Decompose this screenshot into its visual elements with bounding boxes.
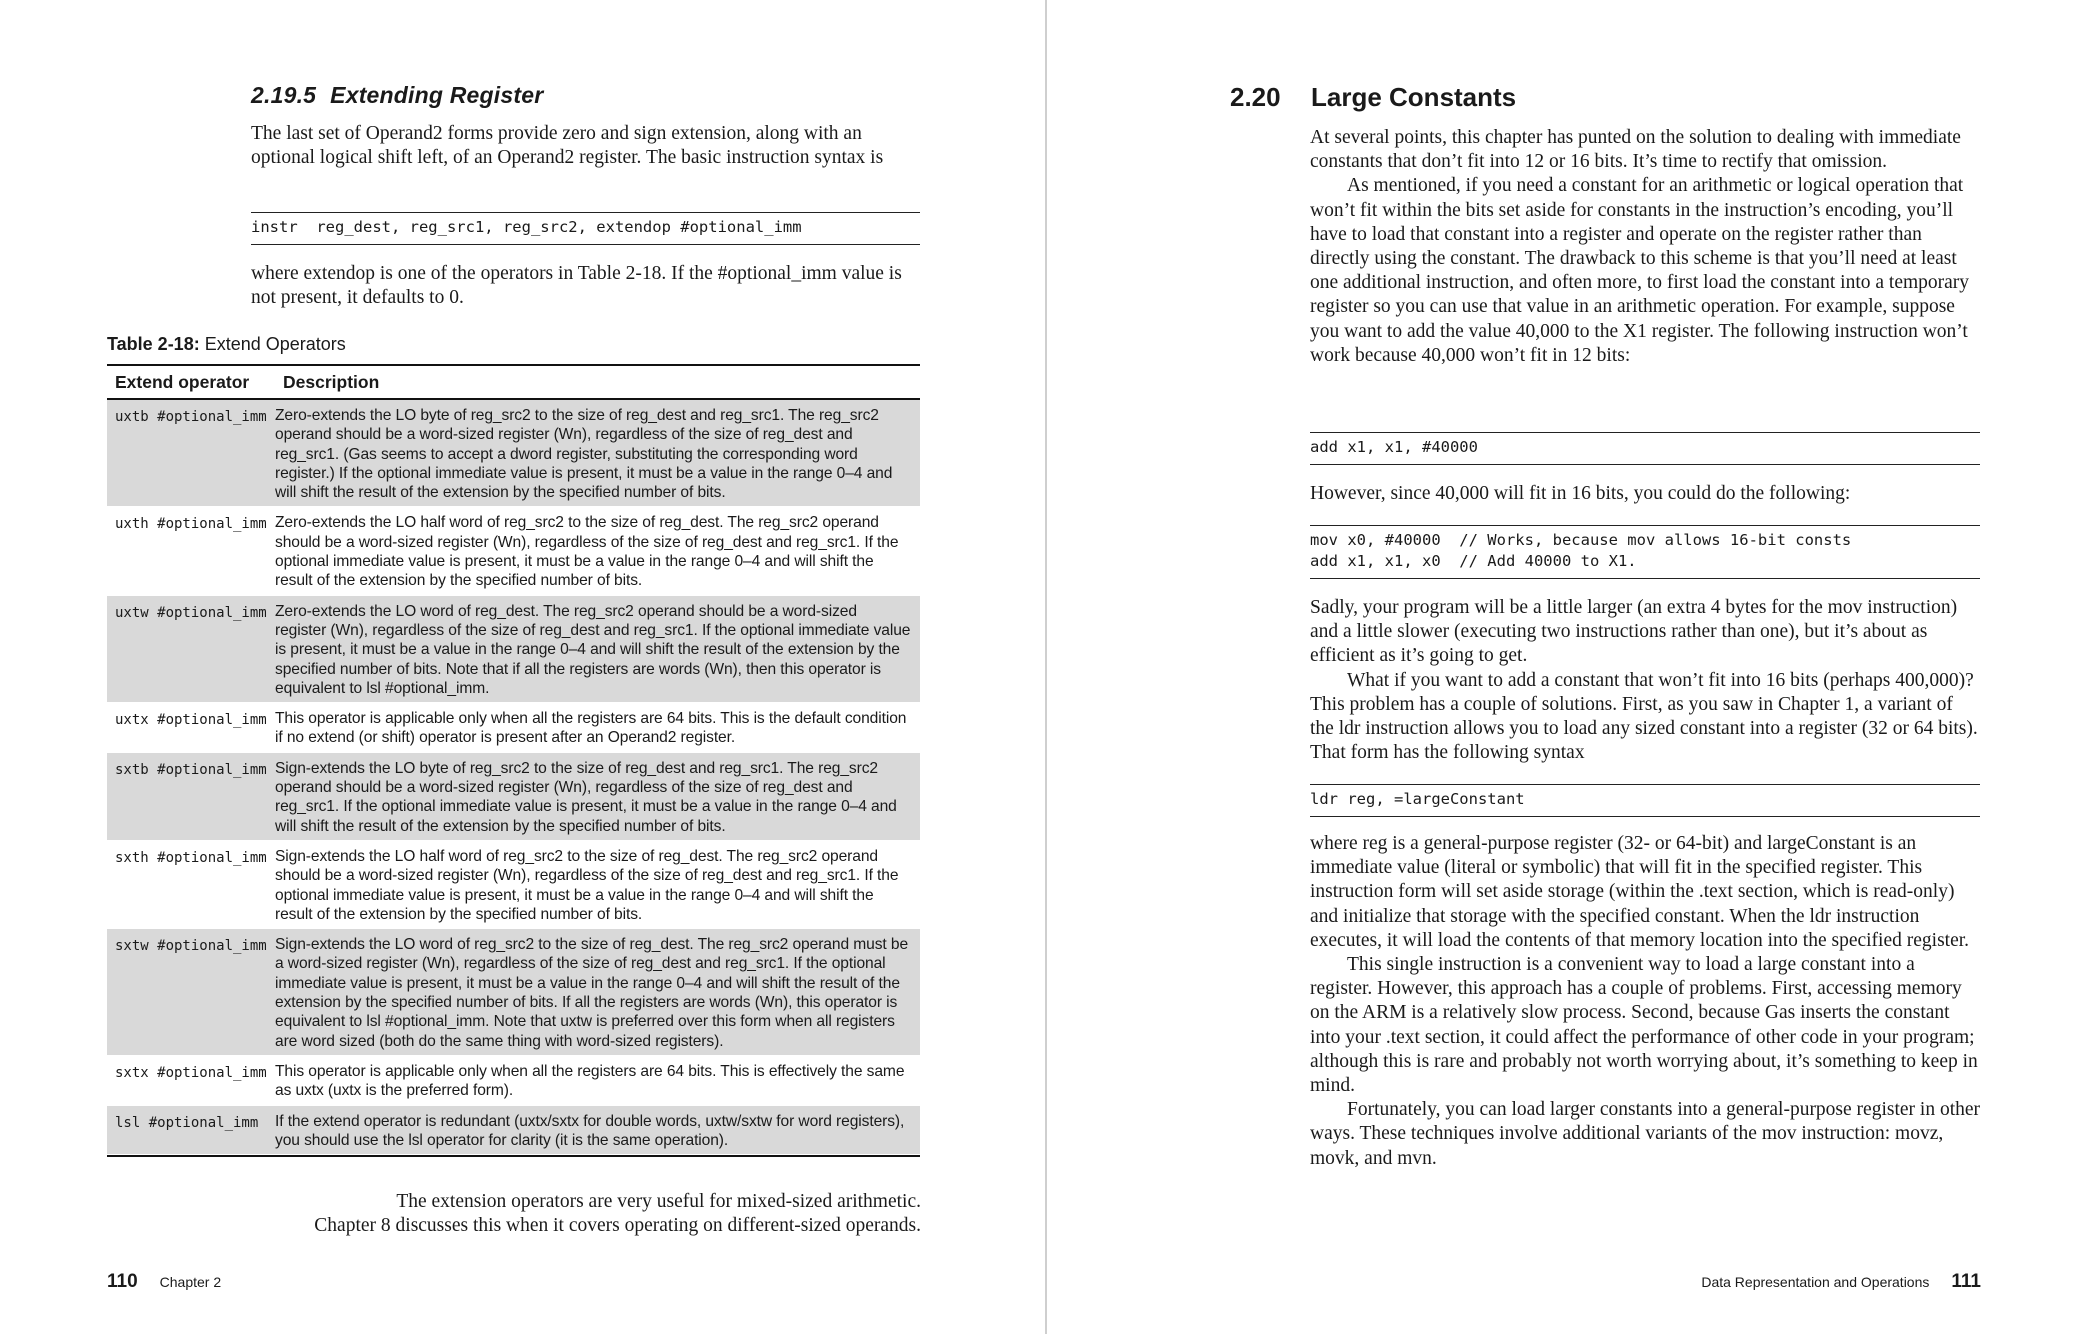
table-row [107,929,920,1056]
footer [1701,1271,1981,1293]
text-block [1310,832,1980,1171]
table-row [107,703,920,753]
table-row [107,841,920,929]
code-block: ldr reg, =largeConstant [1310,784,1980,817]
paragraph [251,1190,921,1238]
table-caption-label: Table 2-18: [107,334,200,354]
paragraph: At several points, this chapter has punted on the solution to dealing with immediate constants that don’t fit into 12 or 16 bits. It’s time to rectify that omission. [1310,127,1961,173]
operator-cell: sxth #optional_imm [115,849,267,866]
paragraph: where extendop is one of the operators in Table 2-18. If the #optional_imm value is not present, it defaults to 0. [251,263,902,309]
operator-cell: uxtx #optional_imm [115,712,267,729]
column-header: Extend operator [115,371,250,392]
description-cell: This operator is applicable only when all the registers are 64 bits. This is the default condition if no extend (or shift) operator is present after an Operand2 register. [275,710,907,747]
description-cell: Sign-extends the LO word of reg_src2 to the size of reg_dest. The reg_src2 operand must be a word-sized register (Wn), regardless of the size of reg_dest and reg_src1. If the optional immediate value is present, it must be a value in the range 0–4 and will shift the result of the extension by the specified number of bits. If all the registers are words (Wn), this operator is equivalent to lsl #optional_imm. Note that uxtw is preferred over this form when all registers are word sized (both do the same thing with word-sized registers). [275,936,909,1050]
table-row [107,596,920,703]
description-cell: Zero-extends the LO word of reg_dest. The reg_src2 operand should be a word-sized register (Wn), regardless of the size of reg_dest and reg_src1. If the optional immediate value is present, it must be a value in the range 0–4 and will shift the result of the extension by the specified number of bits. Note that if all the registers are words (Wn), then this operator is equivalent to lsl #optional_imm. [275,602,911,697]
section-heading [251,82,543,109]
operator-cell: uxtw #optional_imm [115,604,267,621]
running-head: Data Representation and Operations [1701,1274,1930,1290]
section-title: Extending Register [330,82,544,108]
right-page [1047,0,2096,1334]
text-block [1310,596,1980,765]
description-cell: Zero-extends the LO half word of reg_src2 to the size of reg_dest. The reg_src2 operand should be a word-sized register (Wn), regardless of the size of reg_dest and reg_src1. If the optional immediate value is present, it must be a value in the range 0–4 and will shift the result of the extension by the specified number of bits. [275,514,899,590]
left-page [0,0,1045,1334]
table-row [107,1056,920,1106]
paragraph-line: Chapter 8 discusses this when it covers operating on different-sized operands. [314,1215,921,1237]
table-row [107,753,920,841]
description-cell: This operator is applicable only when all the registers are 64 bits. This is effectively the same as uxtx (uxtx is the preferred form). [275,1062,905,1100]
table-caption [107,334,346,355]
paragraph-line: The extension operators are very useful for mixed-sized arithmetic. [396,1191,921,1212]
table-row [107,1106,920,1156]
paragraph: where reg is a general-purpose register (32- or 64-bit) and largeConstant is an immediate value (literal or symbolic) that will fit in the specified register. This instruction form will set aside storage (within the .text section, which is read-only) and initialize that storage with the specified constant. When the ldr instruction executes, it will load the contents of that memory location into the specified register. [1310,833,1970,951]
operator-cell: uxtb #optional_imm [115,409,267,425]
operator-cell: lsl #optional_imm [115,1114,259,1131]
operator-cell: sxtw #optional_imm [115,938,267,955]
operator-cell: sxtx #optional_imm [115,1064,267,1081]
page-number: 111 [1951,1271,1981,1292]
table-header-row [107,366,920,400]
operator-cell: sxtb #optional_imm [115,761,267,778]
paragraph: This single instruction is a convenient way to load a large constant into a register. However, this approach has a couple of problems. First, accessing memory on the ARM is a relatively slow process. Second, because Gas inserts the constant into your .text section, it could affect the performance of other code in your program; although this is rare and probably not worth worrying about, it’s something to keep in mind. [1310,954,1978,1097]
code-block: instr reg_dest, reg_src1, reg_src2, extendop #optional_imm [251,212,920,245]
description-cell: Sign-extends the LO byte of reg_src2 to the size of reg_dest and reg_src1. The reg_src2 operand should be a word-sized register (Wn), regardless of the size of reg_dest and reg_src1. If the optional immediate value is present, it must be a value in the range 0–4 and will shift the result of the extension by the specified number of bits. [275,759,897,835]
paragraph: Sadly, your program will be a little larger (an extra 4 bytes for the mov instruction) and a little slower (executing two instructions rather than one), but it’s about as efficient as it’s going to get. [1310,597,1958,667]
code-block: add x1, x1, #40000 [1310,432,1980,465]
section-heading [1230,82,1516,113]
paragraph: What if you want to add a constant that won’t fit into 16 bits (perhaps 400,000)? This problem has a couple of solutions. First, as you saw in Chapter 1, a variant of the ldr instruction allows you to load any sized constant into a register (32 or 64 bits). That form has the following syntax [1310,669,1978,764]
text-block [1310,126,1980,368]
paragraph: Fortunately, you can load larger constants into a general-purpose register in other ways. These techniques involve additional variants of the mov instruction: movz, movk, and mvn. [1310,1099,1981,1169]
paragraph: As mentioned, if you need a constant for an arithmetic or logical operation that won’t fit within the bits set aside for constants in the instruction’s encoding, you’ll have to load that constant into a register and operate on the register rather than directly using the constant. The drawback to this scheme is that you’ll need at least one additional instruction, and often more, to first load the constant into a temporary register so you can use that value in an arithmetic operation. For example, suppose you want to add the value 40,000 to the X1 register. The following instruction won’t work because 40,000 won’t fit in 12 bits: [1310,175,1970,366]
paragraph: The last set of Operand2 forms provide zero and sign extension, along with an optional logical shift left, of an Operand2 register. The basic instruction syntax is [251,123,884,169]
column-header: Description [283,371,380,392]
page-number: 110 [107,1271,138,1292]
table-body [107,400,920,1155]
section-title: Large Constants [1311,82,1517,112]
section-number: 2.19.5 [251,82,317,108]
table-caption-title: Extend Operators [204,334,346,354]
operator-cell: uxth #optional_imm [115,516,267,533]
code-block: mov x0, #40000 // Works, because mov allows 16-bit consts add x1, x1, x0 // Add 40000 to X1. [1310,525,1980,579]
description-cell: Sign-extends the LO half word of reg_src2 to the size of reg_dest. The reg_src2 operand should be a word-sized register (Wn), regardless of the size of reg_dest and reg_src1. If the optional immediate value is present, it must be a value in the range 0–4 and will shift the result of the extension by the specified number of bits. [275,847,899,923]
table-row [107,507,920,595]
running-head: Chapter 2 [159,1274,222,1290]
section-number: 2.20 [1230,82,1281,112]
paragraph: However, since 40,000 will fit in 16 bits, you could do the following: [1310,483,1851,504]
description-cell: If the extend operator is redundant (uxtx/sxtx for double words, uxtw/sxtw for word registers), you should use the lsl operator for clarity (it is the same operation). [275,1112,905,1149]
description-cell: Zero-extends the LO byte of reg_src2 to the size of reg_dest and reg_src1. The reg_src2 operand should be a word-sized register (Wn), regardless of the size of reg_dest and reg_src1. (Gas seems to accept a dword register, substituting the corresponding word register.) If the optional immediate value is present, it must be a value in the range 0–4 and will shift the result of the extension by the specified number of bits. [275,407,893,502]
extend-operators-table [107,364,920,1157]
table-row [107,400,920,507]
footer [107,1271,221,1293]
